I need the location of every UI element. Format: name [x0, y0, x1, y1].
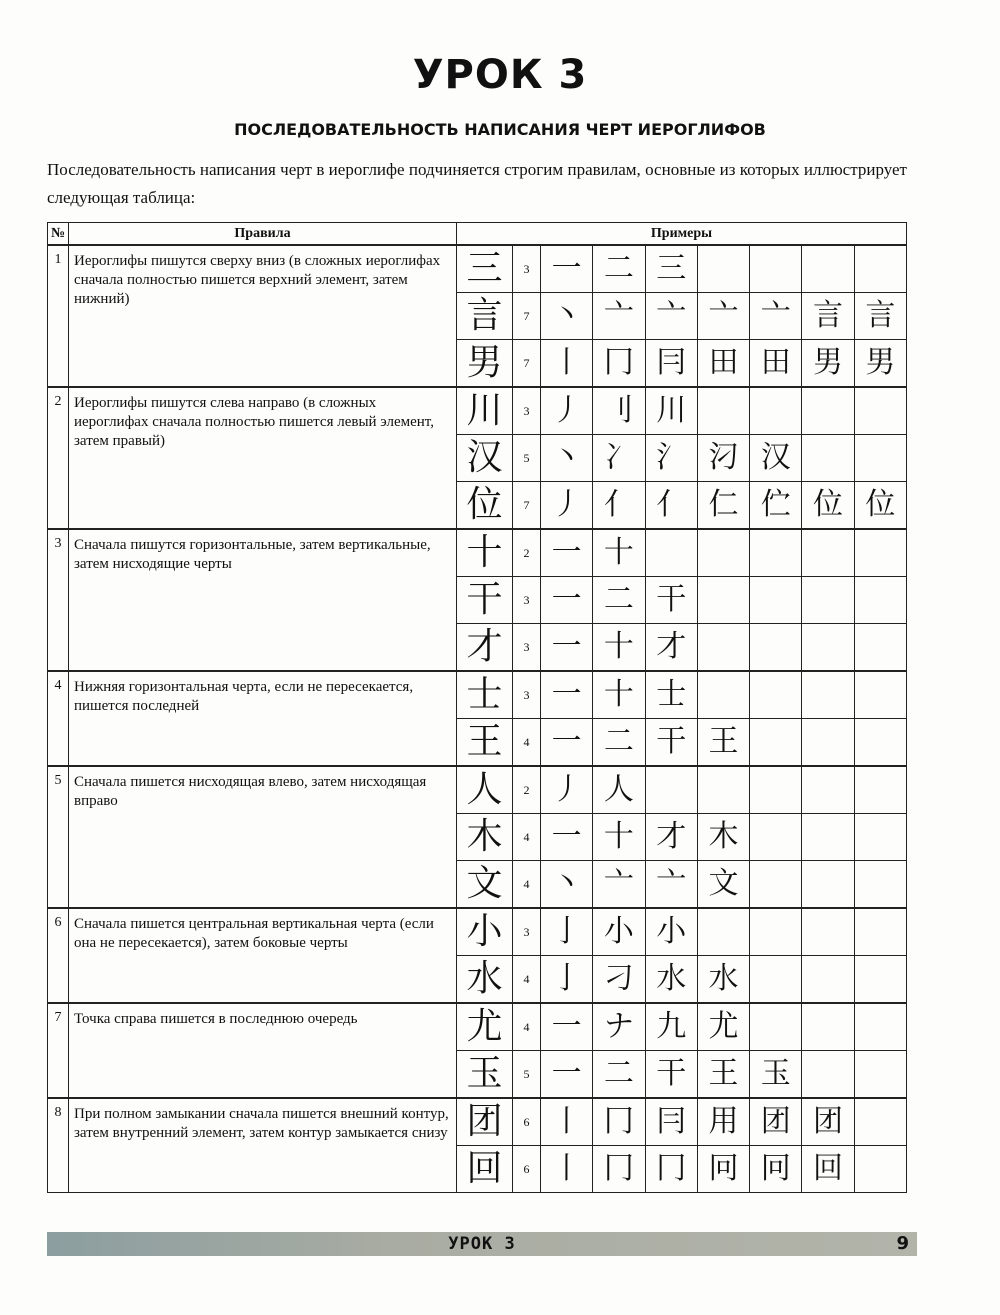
stroke-step [750, 577, 802, 624]
stroke-step [750, 245, 802, 293]
stroke-count: 5 [513, 1051, 541, 1099]
rule-number: 6 [48, 908, 69, 1003]
rule-number: 7 [48, 1003, 69, 1098]
stroke-step [697, 387, 749, 435]
table-row [48, 766, 907, 814]
rule-text: Сначала пишется центральная вертикальная черта (если она не пересекается), затем боковые черты [69, 908, 457, 1003]
stroke-step: 丨 [541, 340, 593, 388]
stroke-count: 7 [513, 293, 541, 340]
rule-number: 8 [48, 1098, 69, 1193]
stroke-step: 水 [645, 956, 697, 1004]
rule-number: 3 [48, 529, 69, 671]
stroke-step: 王 [697, 719, 749, 767]
stroke-step [802, 719, 854, 767]
stroke-step [697, 908, 749, 956]
stroke-step [750, 861, 802, 909]
example-character: 干 [457, 577, 513, 624]
stroke-step: 水 [697, 956, 749, 1004]
stroke-step: 丶 [541, 435, 593, 482]
stroke-step [802, 908, 854, 956]
stroke-step [802, 624, 854, 672]
stroke-step: 亠 [645, 293, 697, 340]
stroke-step [854, 435, 906, 482]
rule-text: Сначала пишутся горизонтальные, затем вертикальные, затем нисходящие черты [69, 529, 457, 671]
stroke-step: 刁 [593, 956, 645, 1004]
stroke-step: 言 [854, 293, 906, 340]
stroke-step [854, 1003, 906, 1051]
stroke-step: 才 [645, 624, 697, 672]
stroke-step [750, 671, 802, 719]
example-character: 文 [457, 861, 513, 909]
stroke-step [854, 577, 906, 624]
stroke-step: 言 [802, 293, 854, 340]
rule-number: 5 [48, 766, 69, 908]
stroke-step: 冂 [593, 1146, 645, 1193]
stroke-step [854, 908, 906, 956]
stroke-step [854, 1098, 906, 1146]
stroke-step [750, 1003, 802, 1051]
stroke-count: 4 [513, 814, 541, 861]
stroke-step [750, 529, 802, 577]
stroke-step: 位 [802, 482, 854, 530]
stroke-step: 一 [541, 1051, 593, 1099]
rule-text: Нижняя горизонтальная черта, если не пересекается, пишется последней [69, 671, 457, 766]
header-rules: Правила [69, 223, 457, 246]
stroke-step: 亠 [750, 293, 802, 340]
rule-text: При полном замыкании сначала пишется внешний контур, затем внутренний элемент, затем контур замыкается снизу [69, 1098, 457, 1193]
stroke-step: 三 [645, 245, 697, 293]
example-character: 回 [457, 1146, 513, 1193]
stroke-step: 用 [697, 1098, 749, 1146]
stroke-step: 二 [593, 577, 645, 624]
stroke-step [854, 529, 906, 577]
stroke-step [697, 671, 749, 719]
stroke-step: 一 [541, 529, 593, 577]
stroke-step: 干 [645, 1051, 697, 1099]
stroke-step [854, 861, 906, 909]
stroke-step: 团 [802, 1098, 854, 1146]
stroke-step [697, 624, 749, 672]
stroke-step [802, 766, 854, 814]
stroke-step: 氵 [645, 435, 697, 482]
stroke-step: 十 [593, 624, 645, 672]
stroke-step [802, 577, 854, 624]
table-row [48, 908, 907, 956]
stroke-step: 位 [854, 482, 906, 530]
stroke-step: 冫 [593, 435, 645, 482]
example-character: 汉 [457, 435, 513, 482]
example-character: 才 [457, 624, 513, 672]
stroke-count: 4 [513, 956, 541, 1004]
rule-text: Иероглифы пишутся слева направо (в сложных иероглифах сначала полностью пишется левый элемент, затем правый) [69, 387, 457, 529]
stroke-count: 3 [513, 671, 541, 719]
rule-number: 2 [48, 387, 69, 529]
stroke-step: 冂 [593, 340, 645, 388]
stroke-step: 伫 [750, 482, 802, 530]
stroke-step: 亠 [593, 861, 645, 909]
stroke-step [854, 624, 906, 672]
example-character: 小 [457, 908, 513, 956]
stroke-step: 冋 [697, 1146, 749, 1193]
stroke-step [750, 908, 802, 956]
stroke-step: 一 [541, 671, 593, 719]
table-row [48, 1003, 907, 1051]
stroke-count: 2 [513, 529, 541, 577]
stroke-step [645, 529, 697, 577]
page-footer [47, 1232, 917, 1256]
stroke-step [854, 671, 906, 719]
stroke-step [750, 814, 802, 861]
stroke-step: 汉 [750, 435, 802, 482]
stroke-step: 丿 [541, 766, 593, 814]
stroke-count: 3 [513, 387, 541, 435]
stroke-step [802, 529, 854, 577]
example-character: 团 [457, 1098, 513, 1146]
stroke-step [854, 719, 906, 767]
stroke-step: 男 [802, 340, 854, 388]
stroke-step [697, 529, 749, 577]
stroke-step: 小 [593, 908, 645, 956]
stroke-step [802, 1003, 854, 1051]
stroke-step [802, 1051, 854, 1099]
stroke-step: 二 [593, 1051, 645, 1099]
stroke-step: 干 [645, 577, 697, 624]
stroke-step: 十 [593, 814, 645, 861]
example-character: 士 [457, 671, 513, 719]
stroke-step: 冋 [750, 1146, 802, 1193]
stroke-step [750, 766, 802, 814]
stroke-step: 田 [750, 340, 802, 388]
stroke-step [697, 577, 749, 624]
stroke-step: ナ [593, 1003, 645, 1051]
stroke-count: 3 [513, 908, 541, 956]
stroke-count: 4 [513, 1003, 541, 1051]
rule-text: Точка справа пишется в последнюю очередь [69, 1003, 457, 1098]
stroke-count: 7 [513, 340, 541, 388]
stroke-step: 冃 [645, 340, 697, 388]
example-character: 川 [457, 387, 513, 435]
table-row [48, 529, 907, 577]
stroke-order-table [47, 222, 907, 1193]
example-character: 男 [457, 340, 513, 388]
stroke-step: 尤 [697, 1003, 749, 1051]
stroke-step [697, 766, 749, 814]
stroke-step: 王 [697, 1051, 749, 1099]
intro-paragraph: Последовательность написания черт в иероглифе подчиняется строгим правилам, основные из которых иллюстрирует следующая таблица: [47, 160, 907, 207]
stroke-step: 木 [697, 814, 749, 861]
stroke-step: 一 [541, 624, 593, 672]
stroke-step: 亠 [645, 861, 697, 909]
example-character: 人 [457, 766, 513, 814]
stroke-step: 丨 [541, 1098, 593, 1146]
stroke-step: 冂 [593, 1098, 645, 1146]
stroke-count: 6 [513, 1098, 541, 1146]
stroke-step: 一 [541, 245, 593, 293]
stroke-step [802, 435, 854, 482]
stroke-step: 十 [593, 671, 645, 719]
stroke-step: 冂 [645, 1146, 697, 1193]
table-row [48, 387, 907, 435]
stroke-step: 回 [802, 1146, 854, 1193]
stroke-step [802, 814, 854, 861]
stroke-step [802, 861, 854, 909]
stroke-count: 4 [513, 861, 541, 909]
stroke-step: 亻 [645, 482, 697, 530]
stroke-step [750, 624, 802, 672]
stroke-step [854, 766, 906, 814]
rule-number: 4 [48, 671, 69, 766]
stroke-step: 一 [541, 577, 593, 624]
example-character: 位 [457, 482, 513, 530]
stroke-step [802, 245, 854, 293]
stroke-step [854, 956, 906, 1004]
stroke-step [697, 245, 749, 293]
stroke-count: 4 [513, 719, 541, 767]
stroke-step: 一 [541, 1003, 593, 1051]
stroke-step: 丶 [541, 861, 593, 909]
table-row [48, 1098, 907, 1146]
stroke-step: 一 [541, 719, 593, 767]
page-title: УРОК 3 [412, 52, 588, 98]
stroke-step: 亻 [593, 482, 645, 530]
stroke-step: 玉 [750, 1051, 802, 1099]
stroke-step [854, 814, 906, 861]
example-character: 尤 [457, 1003, 513, 1051]
stroke-step: 才 [645, 814, 697, 861]
stroke-step [645, 766, 697, 814]
example-character: 木 [457, 814, 513, 861]
example-character: 王 [457, 719, 513, 767]
stroke-step: 亠 [593, 293, 645, 340]
stroke-step: 田 [697, 340, 749, 388]
stroke-step: 刂 [593, 387, 645, 435]
header-examples: Примеры [457, 223, 907, 246]
stroke-step [854, 1146, 906, 1193]
section-title: ПОСЛЕДОВАТЕЛЬНОСТЬ НАПИСАНИЯ ЧЕРТ ИЕРОГЛИФОВ [234, 120, 766, 139]
example-character: 三 [457, 245, 513, 293]
stroke-step: 干 [645, 719, 697, 767]
stroke-step [854, 245, 906, 293]
stroke-count: 3 [513, 577, 541, 624]
stroke-step: 男 [854, 340, 906, 388]
stroke-step: 亅 [541, 908, 593, 956]
footer-lesson-label: УРОК 3 [448, 1234, 516, 1254]
table-row [48, 671, 907, 719]
stroke-count: 6 [513, 1146, 541, 1193]
stroke-step [750, 956, 802, 1004]
stroke-step [802, 956, 854, 1004]
stroke-count: 3 [513, 624, 541, 672]
stroke-step: 士 [645, 671, 697, 719]
stroke-step [854, 387, 906, 435]
stroke-step: 二 [593, 245, 645, 293]
stroke-step: 二 [593, 719, 645, 767]
stroke-count: 5 [513, 435, 541, 482]
example-character: 水 [457, 956, 513, 1004]
stroke-step: 人 [593, 766, 645, 814]
page-number: 9 [896, 1233, 909, 1254]
header-num: № [48, 223, 69, 246]
stroke-step: 十 [593, 529, 645, 577]
stroke-step: 丶 [541, 293, 593, 340]
stroke-step: 丿 [541, 387, 593, 435]
stroke-step: 丿 [541, 482, 593, 530]
stroke-step: 九 [645, 1003, 697, 1051]
stroke-step: 一 [541, 814, 593, 861]
stroke-count: 2 [513, 766, 541, 814]
stroke-count: 7 [513, 482, 541, 530]
rule-text: Иероглифы пишутся сверху вниз (в сложных иероглифах сначала полностью пишется верхний элемент, затем нижний) [69, 245, 457, 387]
stroke-step: 丨 [541, 1146, 593, 1193]
stroke-step: 汈 [697, 435, 749, 482]
example-character: 言 [457, 293, 513, 340]
stroke-step: 川 [645, 387, 697, 435]
stroke-step: 亠 [697, 293, 749, 340]
stroke-step: 文 [697, 861, 749, 909]
rule-text: Сначала пишется нисходящая влево, затем нисходящая вправо [69, 766, 457, 908]
stroke-step [854, 1051, 906, 1099]
stroke-step: 小 [645, 908, 697, 956]
stroke-step: 亅 [541, 956, 593, 1004]
example-character: 玉 [457, 1051, 513, 1099]
table-row [48, 245, 907, 293]
stroke-step: 冃 [645, 1098, 697, 1146]
rule-number: 1 [48, 245, 69, 387]
example-character: 十 [457, 529, 513, 577]
stroke-step [802, 671, 854, 719]
stroke-step [750, 387, 802, 435]
stroke-step [802, 387, 854, 435]
stroke-step: 团 [750, 1098, 802, 1146]
stroke-count: 3 [513, 245, 541, 293]
stroke-step: 仁 [697, 482, 749, 530]
stroke-step [750, 719, 802, 767]
